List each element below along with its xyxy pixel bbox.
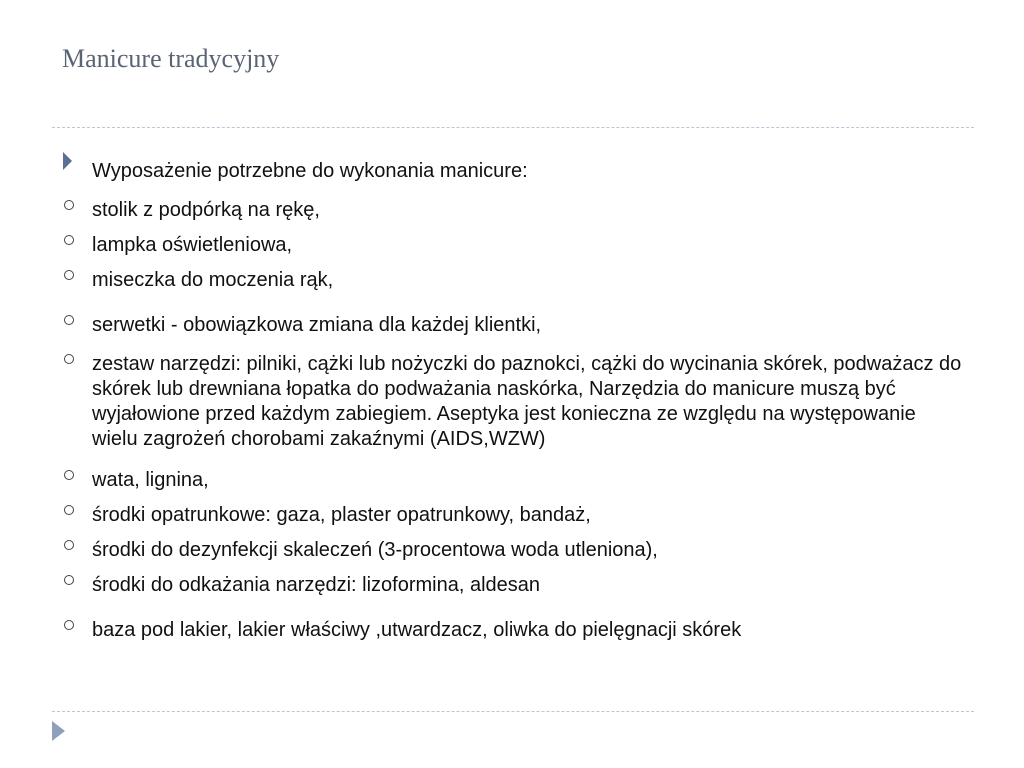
- list-item-text: środki opatrunkowe: gaza, plaster opatrunkowy, bandaż,: [92, 504, 591, 526]
- circle-bullet-icon: [64, 470, 74, 480]
- list-item-text: serwetki - obowiązkowa zmiana dla każdej klientki,: [92, 314, 542, 336]
- list-item-text: baza pod lakier, lakier właściwy ,utwardzacz, oliwka do pielęgnacji skórek: [92, 619, 742, 641]
- circle-bullet-icon: [64, 354, 74, 364]
- list-item-text: zestaw narzędzi: pilniki, cążki lub nożyczki do paznokci, cążki do wycinania skórek, podważacz do skórek lub drewniana łopatka do podważania naskórka, Narzędzia do manicure muszą być wyjałowione przed każdym zabiegiem. Aseptyka jest konieczna ze względu na występowanie wielu zagrożeń chorobami zakaźnymi (AIDS,WZW): [92, 353, 962, 450]
- list-item-text: wata, lignina,: [92, 469, 209, 491]
- list-item-text: miseczka do moczenia rąk,: [92, 269, 334, 291]
- list-item-text: środki do dezynfekcji skaleczeń (3-procentowa woda utleniona),: [92, 539, 658, 561]
- top-divider: [52, 127, 974, 128]
- circle-bullet-icon: [64, 505, 74, 515]
- bottom-divider: [52, 711, 974, 712]
- slide-title: Manicure tradycyjny: [62, 44, 280, 73]
- circle-bullet-icon: [64, 575, 74, 585]
- triangle-bullet-icon: [63, 152, 72, 170]
- next-slide-arrow-icon[interactable]: [52, 721, 65, 741]
- list-item-text: lampka oświetleniowa,: [92, 234, 293, 256]
- circle-bullet-icon: [64, 200, 74, 210]
- circle-bullet-icon: [64, 270, 74, 280]
- intro-text: Wyposażenie potrzebne do wykonania manicure:: [92, 160, 528, 182]
- circle-bullet-icon: [64, 540, 74, 550]
- circle-bullet-icon: [64, 315, 74, 325]
- list-item-text: środki do odkażania narzędzi: lizoformina, aldesan: [92, 574, 541, 596]
- circle-bullet-icon: [64, 235, 74, 245]
- list-item-text: stolik z podpórką na rękę,: [92, 199, 320, 221]
- circle-bullet-icon: [64, 620, 74, 630]
